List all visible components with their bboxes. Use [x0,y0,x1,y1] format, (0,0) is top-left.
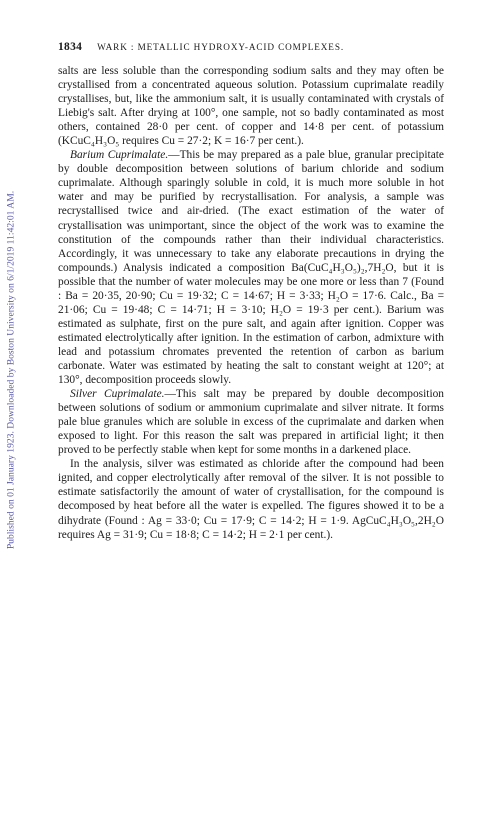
paragraph-silver-analysis [58,457,444,541]
paragraph-text: In the analysis, silver was estimated as chloride after the compound had been ignited, and copper electrolytically after removal of the silver. It is not possible to estimate satisfactorily the amount of water of crystallisation, for the compound is decomposed by heat before all the water is expelled. The figures showed it to be a dihydrate (Found : Ag = 33·0; Cu = 17·9; C = 14·2; H = 1·9. AgCuC₄H₃O₅,2H₂O requires Ag = 31·9; Cu = 18·8; C = 14·2; H = 2·1 per cent.). [58,458,444,541]
download-notice-sidebar [4,90,18,650]
article-body [58,64,444,542]
paragraph-text: —This salt may be prepared by double decomposition between solutions of sodium or ammonium cuprimalate and silver nitrate. It forms pale blue granules which are soluble in excess of the cuprimalate and darken when exposed to light. For this reason the salt was prepared in artificial light; it then proved to be perfectly stable when kept for some months in a darkened place. [58,388,444,457]
paragraph-potassium-salts [58,64,444,148]
section-title-barium: Barium Cuprimalate. [70,149,169,162]
paragraph-text: salts are less soluble than the corresponding sodium salts and they may often be crystallised from a concentrated aqueous solution. Potassium cuprimalate readily crystallises, but, like the ammonium salt, it is usually contaminated with crystals of Liebig's salt. After drying at 100°, one sample, not so badly contaminated as most others, contained 28·0 per cent. of copper and 14·8 per cent. of potassium (KCuC₄H₃O₅ requires Cu = 27·2; K = 16·7 per cent.). [58,65,444,148]
section-title-silver: Silver Cuprimalate. [70,388,165,401]
paragraph-text: —This be may prepared as a pale blue, granular precipitate by double decomposition between solutions of barium chloride and sodium cuprimalate. Although sparingly soluble in cold, it is much more soluble in hot water and may be purified by recrystallisation. For analysis, a sample was recrystallised twice and air-dried. (The exact estimation of the water of crystallisation was unimportant, since the object of the work was to examine the constitution of the compounds rather than their individual characteristics. Accordingly, it was unnecessary to take any elaborate precautions in drying the compounds.) Analysis indicated a composition Ba(CuC₄H₃O₅)₂,7H₂O, but it is possible that the number of water molecules may be one more or less than 7 (Found : Ba = 20·35, 20·90; Cu = 19·32; C = 14·67; H = 3·33; H₂O = 17·6. Calc., Ba = 21·06; Cu = 19·48; C = 14·71; H = 3·10; H₂O = 19·3 per cent.). Barium was estimated as sulphate, first on the pure salt, and again after ignition. Copper was estimated electrolytically after ignition. In the estimation of carbon, admixture with lead and potassium chromates prevented the retention of carbon as barium carbonate. Water was estimated by heating the salt to constant weight at 120°; at 130°, decomposition proceeds slowly. [58,149,444,387]
download-notice-text: Published on 01 January 1923. Downloaded by Boston University on 6/1/2019 11:42:01 AM. [5,190,17,550]
paragraph-barium-cuprimalate [58,148,444,387]
paragraph-silver-cuprimalate [58,387,444,457]
running-head: WARK : METALLIC HYDROXY-ACID COMPLEXES. [97,42,345,52]
page-header [58,41,444,57]
page-number: 1834 [58,41,83,53]
